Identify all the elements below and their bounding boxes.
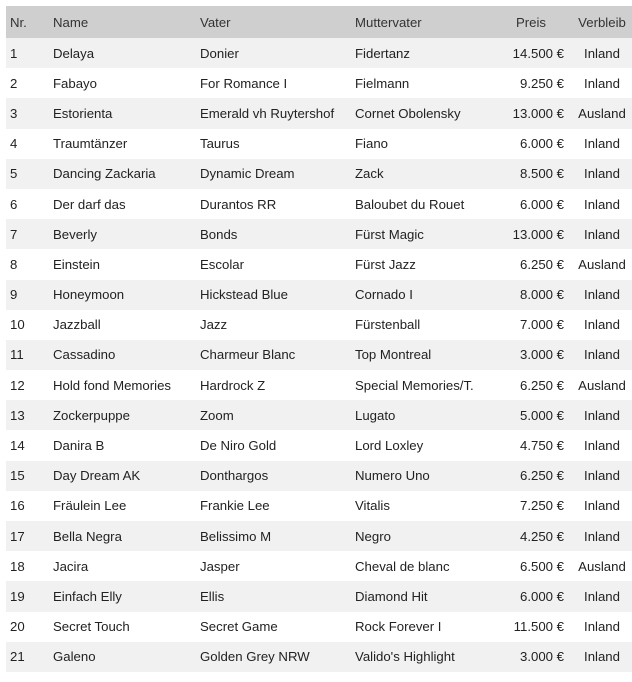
- table-row: [6, 189, 632, 219]
- cell-vater: Zoom: [196, 400, 351, 430]
- cell-verbleib: Inland: [570, 159, 632, 189]
- cell-muttervater: Rock Forever I: [351, 612, 492, 642]
- cell-vater: De Niro Gold: [196, 430, 351, 460]
- cell-nr: 19: [6, 581, 45, 611]
- header-muttervater: Muttervater: [351, 6, 492, 38]
- table-row: [6, 38, 632, 68]
- cell-verbleib: Inland: [570, 129, 632, 159]
- cell-vater: Emerald vh Ruytershof: [196, 98, 351, 128]
- table-row: [6, 280, 632, 310]
- cell-vater: Escolar: [196, 249, 351, 279]
- cell-vater: Jazz: [196, 310, 351, 340]
- cell-preis: 4.250 €: [492, 521, 570, 551]
- cell-name: Fräulein Lee: [45, 491, 196, 521]
- cell-preis: 3.000 €: [492, 642, 570, 672]
- cell-name: Dancing Zackaria: [45, 159, 196, 189]
- header-nr: Nr.: [6, 6, 45, 38]
- cell-verbleib: Inland: [570, 612, 632, 642]
- table-row: [6, 551, 632, 581]
- cell-nr: 1: [6, 38, 45, 68]
- cell-muttervater: Special Memories/T.: [351, 370, 492, 400]
- cell-preis: 13.000 €: [492, 219, 570, 249]
- cell-name: Galeno: [45, 642, 196, 672]
- cell-verbleib: Inland: [570, 521, 632, 551]
- cell-muttervater: Baloubet du Rouet: [351, 189, 492, 219]
- cell-name: Traumtänzer: [45, 129, 196, 159]
- cell-preis: 11.500 €: [492, 612, 570, 642]
- cell-preis: 6.000 €: [492, 581, 570, 611]
- cell-verbleib: Inland: [570, 310, 632, 340]
- header-preis: Preis: [492, 6, 570, 38]
- cell-nr: 4: [6, 129, 45, 159]
- cell-muttervater: Cornado I: [351, 280, 492, 310]
- cell-muttervater: Fürst Magic: [351, 219, 492, 249]
- cell-vater: Durantos RR: [196, 189, 351, 219]
- cell-name: Danira B: [45, 430, 196, 460]
- cell-preis: 14.500 €: [492, 38, 570, 68]
- cell-vater: Golden Grey NRW: [196, 642, 351, 672]
- cell-vater: Jasper: [196, 551, 351, 581]
- table-row: [6, 491, 632, 521]
- cell-preis: 8.500 €: [492, 159, 570, 189]
- cell-nr: 6: [6, 189, 45, 219]
- cell-nr: 13: [6, 400, 45, 430]
- cell-muttervater: Fürstenball: [351, 310, 492, 340]
- cell-name: Jazzball: [45, 310, 196, 340]
- cell-nr: 10: [6, 310, 45, 340]
- cell-muttervater: Cornet Obolensky: [351, 98, 492, 128]
- cell-name: Secret Touch: [45, 612, 196, 642]
- cell-verbleib: Inland: [570, 642, 632, 672]
- table-row: [6, 370, 632, 400]
- cell-preis: 6.250 €: [492, 249, 570, 279]
- cell-muttervater: Fürst Jazz: [351, 249, 492, 279]
- cell-verbleib: Inland: [570, 219, 632, 249]
- header-verbleib: Verbleib: [570, 6, 632, 38]
- header-name: Name: [45, 6, 196, 38]
- cell-verbleib: Inland: [570, 461, 632, 491]
- cell-name: Fabayo: [45, 68, 196, 98]
- cell-nr: 9: [6, 280, 45, 310]
- cell-vater: Charmeur Blanc: [196, 340, 351, 370]
- cell-verbleib: Ausland: [570, 98, 632, 128]
- cell-muttervater: Lord Loxley: [351, 430, 492, 460]
- cell-preis: 6.000 €: [492, 129, 570, 159]
- cell-name: Beverly: [45, 219, 196, 249]
- cell-muttervater: Diamond Hit: [351, 581, 492, 611]
- cell-muttervater: Numero Uno: [351, 461, 492, 491]
- cell-muttervater: Lugato: [351, 400, 492, 430]
- table-row: [6, 98, 632, 128]
- cell-name: Estorienta: [45, 98, 196, 128]
- cell-name: Day Dream AK: [45, 461, 196, 491]
- cell-name: Hold fond Memories: [45, 370, 196, 400]
- cell-verbleib: Ausland: [570, 370, 632, 400]
- cell-preis: 6.500 €: [492, 551, 570, 581]
- cell-nr: 8: [6, 249, 45, 279]
- cell-nr: 17: [6, 521, 45, 551]
- cell-verbleib: Inland: [570, 340, 632, 370]
- cell-preis: 5.000 €: [492, 400, 570, 430]
- cell-nr: 3: [6, 98, 45, 128]
- cell-verbleib: Inland: [570, 491, 632, 521]
- cell-nr: 20: [6, 612, 45, 642]
- cell-name: Jacira: [45, 551, 196, 581]
- cell-vater: Secret Game: [196, 612, 351, 642]
- cell-muttervater: Cheval de blanc: [351, 551, 492, 581]
- cell-preis: 9.250 €: [492, 68, 570, 98]
- cell-vater: Donier: [196, 38, 351, 68]
- cell-verbleib: Ausland: [570, 551, 632, 581]
- cell-nr: 14: [6, 430, 45, 460]
- table-row: [6, 340, 632, 370]
- results-table-container: [6, 6, 628, 672]
- cell-nr: 5: [6, 159, 45, 189]
- cell-preis: 6.250 €: [492, 370, 570, 400]
- cell-vater: Bonds: [196, 219, 351, 249]
- cell-muttervater: Negro: [351, 521, 492, 551]
- table-row: [6, 642, 632, 672]
- cell-name: Der darf das: [45, 189, 196, 219]
- cell-muttervater: Fidertanz: [351, 38, 492, 68]
- cell-muttervater: Zack: [351, 159, 492, 189]
- cell-verbleib: Inland: [570, 38, 632, 68]
- cell-nr: 7: [6, 219, 45, 249]
- cell-nr: 11: [6, 340, 45, 370]
- cell-name: Cassadino: [45, 340, 196, 370]
- cell-nr: 21: [6, 642, 45, 672]
- cell-verbleib: Inland: [570, 189, 632, 219]
- cell-nr: 16: [6, 491, 45, 521]
- cell-preis: 3.000 €: [492, 340, 570, 370]
- cell-muttervater: Top Montreal: [351, 340, 492, 370]
- cell-verbleib: Inland: [570, 430, 632, 460]
- table-row: [6, 68, 632, 98]
- table-row: [6, 430, 632, 460]
- table-row: [6, 612, 632, 642]
- cell-verbleib: Inland: [570, 581, 632, 611]
- cell-name: Zockerpuppe: [45, 400, 196, 430]
- cell-vater: Donthargos: [196, 461, 351, 491]
- cell-nr: 12: [6, 370, 45, 400]
- cell-vater: Belissimo M: [196, 521, 351, 551]
- cell-muttervater: Fiano: [351, 129, 492, 159]
- cell-nr: 15: [6, 461, 45, 491]
- table-row: [6, 129, 632, 159]
- table-row: [6, 581, 632, 611]
- cell-preis: 13.000 €: [492, 98, 570, 128]
- cell-preis: 8.000 €: [492, 280, 570, 310]
- cell-muttervater: Vitalis: [351, 491, 492, 521]
- cell-preis: 7.250 €: [492, 491, 570, 521]
- cell-name: Delaya: [45, 38, 196, 68]
- table-row: [6, 249, 632, 279]
- table-row: [6, 219, 632, 249]
- cell-nr: 2: [6, 68, 45, 98]
- cell-name: Honeymoon: [45, 280, 196, 310]
- table-body: [6, 38, 632, 672]
- header-vater: Vater: [196, 6, 351, 38]
- cell-vater: Taurus: [196, 129, 351, 159]
- table-row: [6, 461, 632, 491]
- cell-verbleib: Inland: [570, 68, 632, 98]
- cell-name: Einfach Elly: [45, 581, 196, 611]
- results-table: [6, 6, 632, 672]
- cell-verbleib: Inland: [570, 280, 632, 310]
- cell-vater: Frankie Lee: [196, 491, 351, 521]
- cell-muttervater: Valido's Highlight: [351, 642, 492, 672]
- cell-vater: Hardrock Z: [196, 370, 351, 400]
- cell-preis: 6.250 €: [492, 461, 570, 491]
- cell-name: Einstein: [45, 249, 196, 279]
- table-row: [6, 159, 632, 189]
- cell-name: Bella Negra: [45, 521, 196, 551]
- cell-vater: For Romance I: [196, 68, 351, 98]
- table-row: [6, 310, 632, 340]
- header-row: [6, 6, 632, 38]
- cell-vater: Ellis: [196, 581, 351, 611]
- cell-vater: Dynamic Dream: [196, 159, 351, 189]
- table-row: [6, 521, 632, 551]
- table-row: [6, 400, 632, 430]
- cell-preis: 4.750 €: [492, 430, 570, 460]
- cell-verbleib: Inland: [570, 400, 632, 430]
- cell-verbleib: Ausland: [570, 249, 632, 279]
- cell-nr: 18: [6, 551, 45, 581]
- cell-preis: 6.000 €: [492, 189, 570, 219]
- cell-muttervater: Fielmann: [351, 68, 492, 98]
- cell-preis: 7.000 €: [492, 310, 570, 340]
- cell-vater: Hickstead Blue: [196, 280, 351, 310]
